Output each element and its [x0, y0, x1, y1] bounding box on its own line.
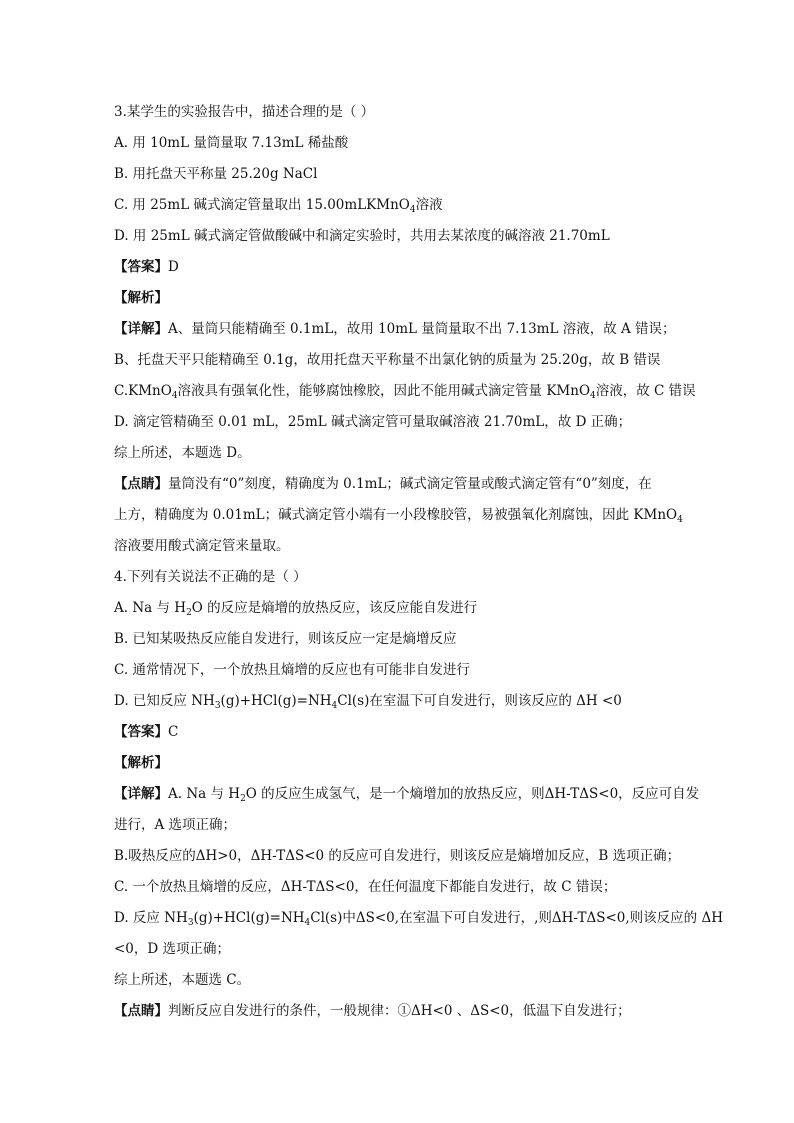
detail-d-1: D. 反应 NH [114, 910, 188, 926]
answer-tag: 【答案】 [114, 724, 168, 740]
answer-value: C [168, 724, 179, 740]
question-3-note-line-2 [114, 500, 694, 531]
question-3-answer [114, 252, 694, 283]
subscript: 2 [186, 608, 192, 618]
subscript: 3 [214, 701, 221, 711]
subscript: 4 [677, 515, 683, 525]
question-4-option-b: B. 已知某吸热反应能自发进行，则该反应一定是熵增反应 [114, 631, 457, 647]
detail-d-2: (g)+HCl(g)=NH [193, 910, 305, 926]
option-d-2: (g)+HCl(g)=NH [220, 693, 332, 709]
question-3-note-line-3: 溶液要用酸式滴定管来量取。 [114, 538, 290, 554]
note-tag: 【点睛】 [114, 476, 168, 492]
document-page [114, 97, 723, 1027]
subscript: 2 [240, 794, 246, 804]
option-c-text: C. 用 25mL 碱式滴定管量取出 15.00mLKMnO [114, 197, 410, 213]
note-tag: 【点睛】 [114, 1003, 168, 1019]
question-4-option-d [114, 686, 694, 717]
subscript: 4 [409, 205, 416, 215]
note-text-1: 量筒没有“0”刻度，精确度为 0.1mL；碱式滴定管量或酸式滴定管有“0”刻度，在 [168, 476, 652, 492]
question-4-option-a [114, 593, 694, 624]
detail-c-tail: 溶液，故 C 错误 [595, 383, 696, 399]
question-3-option-a: A. 用 10mL 量筒量取 7.13mL 稀盐酸 [114, 135, 349, 151]
question-4-analysis-heading [114, 748, 694, 779]
question-4-detail-a [114, 779, 700, 810]
question-3-analysis-heading [114, 283, 694, 314]
subscript: 4 [171, 391, 178, 401]
question-4-detail-b: B.吸热反应的ΔH>0，ΔH-TΔS<0 的反应可自发进行，则该反应是熵增加反应，B 选项正确； [114, 848, 681, 864]
detail-a-text: A、量筒只能精确至 0.1mL，故用 10mL 量筒量取不出 7.13mL 溶液，故 A 错误； [168, 321, 676, 337]
question-4-note-line-1 [114, 996, 694, 1027]
question-4-detail-c: C. 一个放热且熵增的反应，ΔH-TΔS<0，在任何温度下都能自发进行，故 C 错误； [114, 879, 617, 895]
note-text-2: 上方，精确度为 0.01mL；碱式滴定管小端有一小段橡胶管，易被强氧化剂腐蚀，因此 KMnO [114, 507, 678, 523]
question-3-option-c [114, 190, 694, 221]
detail-a-1: A. Na 与 H [168, 786, 241, 802]
note-text-1: 判断反应自发进行的条件，一般规律：①ΔH<0 、ΔS<0，低温下自发进行； [168, 1003, 631, 1019]
analysis-tag: 【解析】 [114, 290, 168, 306]
question-3-note-line-1 [114, 469, 694, 500]
answer-value: D [168, 259, 179, 275]
question-3-detail-a [114, 314, 694, 345]
subscript: 4 [331, 701, 338, 711]
detail-c-pre: C.KMnO [114, 383, 172, 399]
subscript: 4 [590, 391, 596, 401]
option-d-3: Cl(s)在室温下可自发进行，则该反应的 ΔH <0 [337, 693, 622, 709]
question-3-option-b: B. 用托盘天平称量 25.20g NaCl [114, 166, 318, 182]
question-3-detail-b: B、托盘天平只能精确至 0.1g，故用托盘天平称量不出氯化钠的质量为 25.20g，故 B 错误 [114, 352, 661, 368]
subscript: 4 [304, 918, 311, 928]
question-4-stem: 4.下列有关说法不正确的是（ ） [114, 569, 307, 585]
question-4-detail-d-cont: <0，D 选项正确； [114, 941, 231, 957]
question-3-stem: 3.某学生的实验报告中，描述合理的是（ ） [114, 104, 375, 120]
option-a-tail: O 的反应是熵增的放热反应，该反应能自发进行 [191, 600, 478, 616]
question-3-summary: 综上所述，本题选 D。 [114, 445, 251, 461]
option-c-tail: 溶液 [415, 197, 443, 213]
question-3-option-d: D. 用 25mL 碱式滴定管做酸碱中和滴定实验时，共用去某浓度的碱溶液 21.70mL [114, 228, 610, 244]
detail-c-mid: 溶液具有强氧化性，能够腐蚀橡胶，因此不能用碱式滴定管量 KMnO [177, 383, 591, 399]
question-4-option-c: C. 通常情况下，一个放热且熵增的反应也有可能非自发进行 [114, 662, 470, 678]
option-d-1: D. 已知反应 NH [114, 693, 215, 709]
answer-tag: 【答案】 [114, 259, 168, 275]
option-a-pre: A. Na 与 H [114, 600, 187, 616]
detail-a-2: O 的反应生成氢气，是一个熵增加的放热反应，则ΔH-TΔS<0，反应可自发 [245, 786, 700, 802]
question-3-detail-c [114, 376, 694, 407]
detail-tag: 【详解】 [114, 786, 168, 802]
detail-tag: 【详解】 [114, 321, 168, 337]
analysis-tag: 【解析】 [114, 755, 168, 771]
detail-d-3: Cl(s)中ΔS<0,在室温下可自发进行，,则ΔH-TΔS<0,则该反应的 ΔH [310, 910, 723, 926]
subscript: 3 [187, 918, 194, 928]
question-4-detail-d [114, 903, 723, 934]
question-3-detail-d: D. 滴定管精确至 0.01 mL，25mL 碱式滴定管可量取碱溶液 21.70mL，故 D 正确； [114, 414, 632, 430]
question-4-summary: 综上所述，本题选 C。 [114, 972, 251, 988]
question-4-detail-a-cont: 进行，A 选项正确； [114, 817, 237, 833]
question-4-answer [114, 717, 694, 748]
